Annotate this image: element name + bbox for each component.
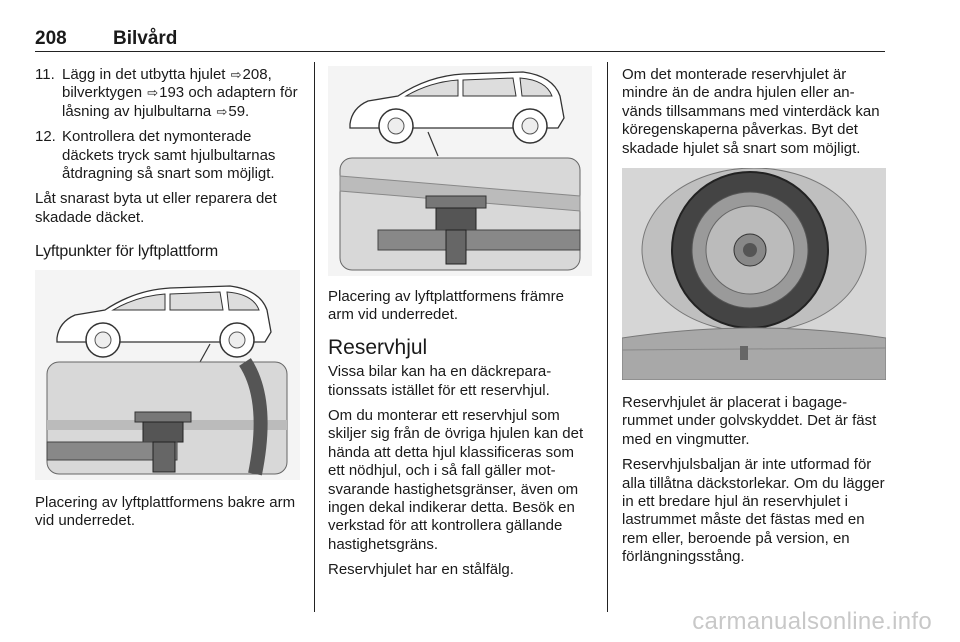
page-ref-link[interactable]: 59. (228, 102, 250, 120)
paragraph: Om det monterade reservhjulet är mindre än de andra hjulen eller används tillsammans med vinterdäck kan köregenskaperna påverkas. Byt det skadade hjulet så snart som möjligt. (622, 66, 880, 157)
paragraph: Låt snarast byta ut eller reparera det skadade däcket. (35, 190, 277, 226)
paragraph: Reservhjulet är placerat i bagagerummet under golvskyddet. Det är fäst med en vingmutter. (622, 394, 877, 448)
car-rear-lift-illustration (35, 270, 300, 480)
figure-caption: Placering av lyftplattformens bakre arm vid underredet. (35, 493, 296, 530)
paragraph: Reservhjulsbaljan är inte utformad för alla tillåtna däckstorlekar. Om du lägger in ett bredare hjul än reservhjulet i lastrummet måste det fästas med en rem eller, beroende på version, en förlängningsstång. (622, 456, 885, 566)
header-rule (35, 51, 885, 52)
section-heading: Reservhjul (328, 335, 428, 359)
chapter-title: Bilvård (113, 28, 178, 49)
page-ref-link[interactable]: 193 och adaptern för låsning av hjulbultarna (62, 84, 298, 120)
list-item-number: 12. (35, 128, 56, 146)
list-item (35, 66, 300, 121)
watermark: carmanualsonline.info (692, 608, 932, 635)
paragraph: Om du monterar ett reservhjul som skiljer sig från de övriga hjulen kan det hända att detta hjul klassificeras som ett nödhjul, och i så fall gäller motsvarande hastighetsgränser, även om ingen dekal indikerar detta. Besök en verkstad för att kontrollera gällande hastighetsgräns. (328, 407, 584, 553)
car-front-lift-illustration (328, 66, 592, 276)
list-item-number: 11. (35, 66, 55, 83)
page-ref-link[interactable]: 208, (242, 66, 272, 83)
step-text: Lägg in det utbytta hjulet (62, 66, 226, 83)
list-item (35, 128, 300, 183)
page-header (35, 26, 885, 52)
page-number: 208 (35, 28, 67, 49)
column-divider-1 (314, 62, 315, 612)
list-item-text (62, 66, 300, 121)
ref-arrow-icon[interactable]: ⇨ (230, 67, 242, 82)
column-divider-2 (607, 62, 608, 612)
column-2 (328, 66, 592, 587)
spare-wheel-illustration (622, 168, 886, 380)
ref-arrow-icon[interactable]: ⇨ (147, 85, 159, 101)
section-heading: Lyftpunkter för lyftplattform (35, 243, 219, 261)
step-text: bilverktygen (62, 84, 143, 102)
paragraph: Vissa bilar kan ha en däckreparationssats istället för ett reservhjul. (328, 363, 552, 399)
figure-caption: Placering av lyftplattformens främre arm vid underredet. (328, 288, 564, 324)
paragraph: Reservhjulet har en stålfälg. (328, 561, 514, 579)
figure-front-lift-point (328, 66, 592, 276)
column-1 (35, 66, 300, 537)
figure-spare-wheel (622, 168, 886, 380)
ref-arrow-icon[interactable]: ⇨ (216, 103, 228, 119)
column-3 (622, 66, 886, 574)
figure-rear-lift-point (35, 270, 300, 480)
list-item-text: Kontrollera det nymonterade däckets tryck samt hjulbultarnas åtdragning så snart som möjligt. (62, 128, 276, 183)
